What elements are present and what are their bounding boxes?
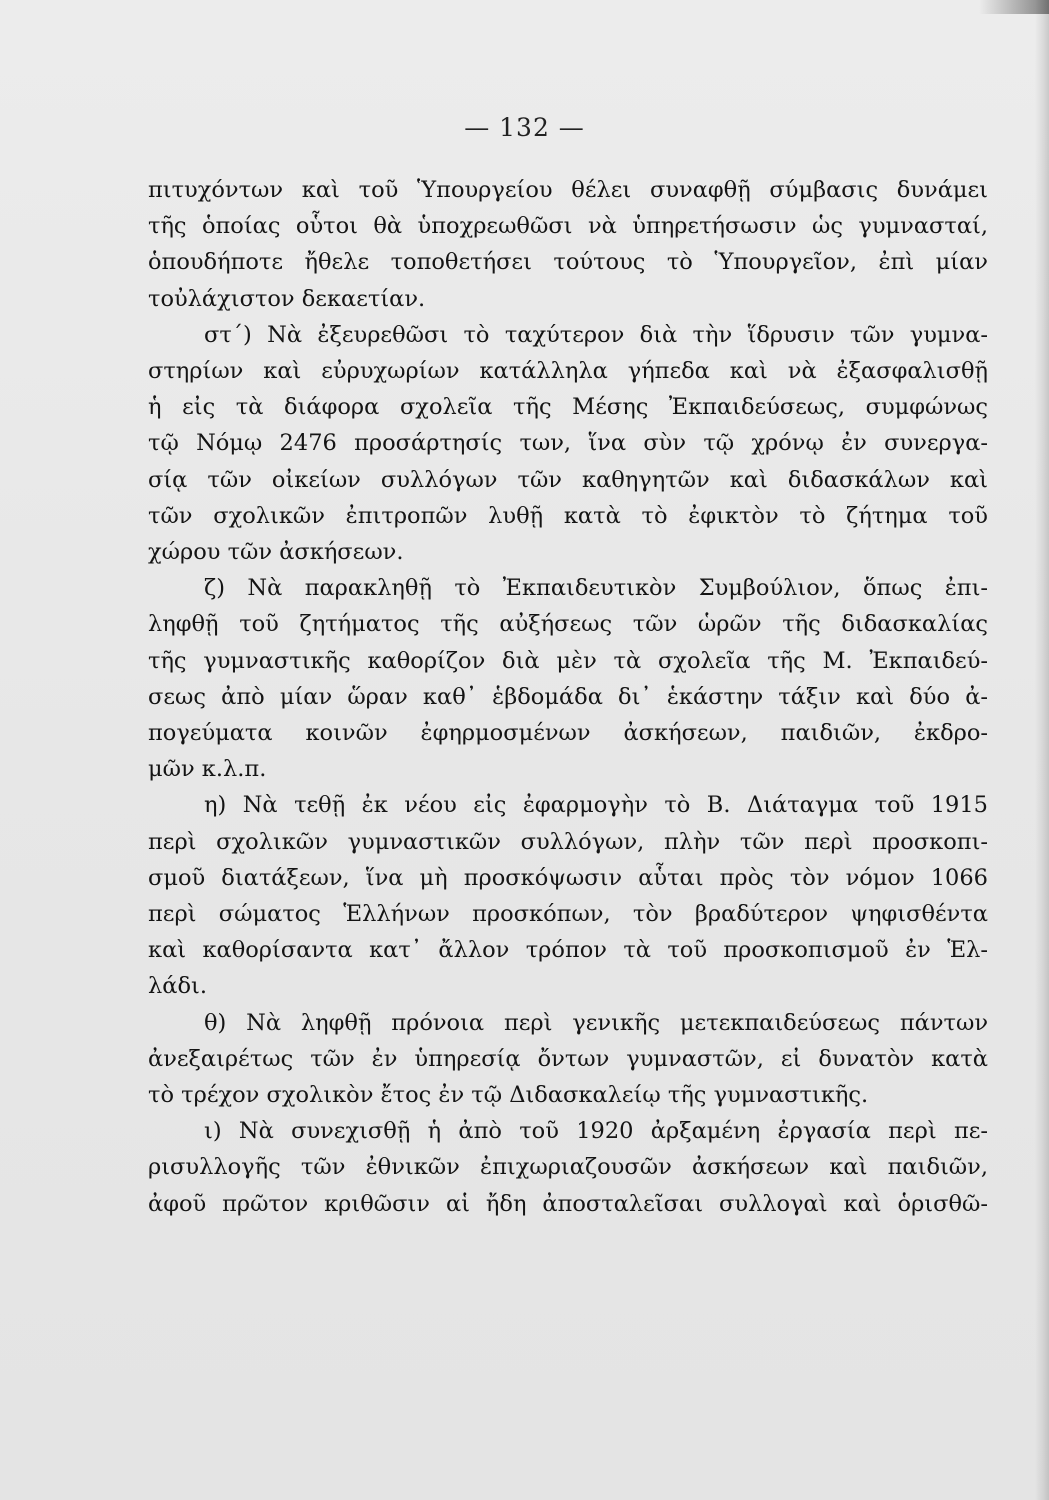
text-line: τῆς ὁποίας οὗτοι θὰ ὑποχρεωθῶσι νὰ ὑπηρετήσωσιν ὡς γυμνασταί, [148, 213, 988, 240]
text-line: τῷ Νόμῳ 2476 προσάρτησίς των, ἵνα σὺν τῷ χρόνῳ ἐν συνεργα- [148, 430, 988, 457]
text-line: τὸ τρέχον σχολικὸν ἔτος ἐν τῷ Διδασκαλείῳ τῆς γυμναστικῆς. [148, 1082, 869, 1109]
text-line: ὁπουδήποτε ἤθελε τοποθετήσει τούτους τὸ Ὑπουργεῖον, ἐπὶ μίαν [148, 249, 988, 276]
page-number: — 132 — [464, 113, 585, 142]
page-edge-shadow [1035, 0, 1049, 1500]
text-line: μῶν κ.λ.π. [148, 756, 267, 783]
text-line: τῶν σχολικῶν ἐπιτροπῶν λυθῇ κατὰ τὸ ἐφικτὸν τὸ ζήτημα τοῦ [148, 502, 988, 529]
text-line: στ΄) Νὰ ἐξευρεθῶσι τὸ ταχύτερον διὰ τὴν ἵδρυσιν τῶν γυμνα- [204, 321, 988, 348]
text-line: περὶ σώματος Ἑλλήνων προσκόπων, τὸν βραδύτερον ψηφισθέντα [148, 901, 988, 928]
text-line: η) Νὰ τεθῇ ἐκ νέου εἰς ἐφαρμογὴν τὸ Β. Διάταγμα τοῦ 1915 [204, 792, 988, 819]
body-text [148, 172, 988, 1222]
scan-corner-mark [979, 0, 1049, 14]
text-line: τοὐλάχιστον δεκαετίαν. [148, 285, 426, 312]
text-line: λάδι. [148, 973, 207, 1000]
text-line: ληφθῇ τοῦ ζητήματος τῆς αὐξήσεως τῶν ὡρῶν τῆς διδασκαλίας [148, 611, 988, 638]
text-line: σίᾳ τῶν οἰκείων συλλόγων τῶν καθηγητῶν καὶ διδασκάλων καὶ [148, 466, 988, 493]
text-line: ρισυλλογῆς τῶν ἐθνικῶν ἐπιχωριαζουσῶν ἀσκήσεων καὶ παιδιῶν, [148, 1154, 988, 1181]
text-line: χώρου τῶν ἀσκήσεων. [148, 539, 404, 566]
text-line: τῆς γυμναστικῆς καθορίζον διὰ μὲν τὰ σχολεῖα τῆς Μ. Ἐκπαιδεύ- [148, 647, 988, 674]
text-line: ζ) Νὰ παρακληθῇ τὸ Ἐκπαιδευτικὸν Συμβούλιον, ὅπως ἐπι- [204, 575, 988, 602]
text-line: πογεύματα κοινῶν ἐφηρμοσμένων ἀσκήσεων, παιδιῶν, ἐκδρο- [148, 720, 988, 747]
text-line: ἡ εἰς τὰ διάφορα σχολεῖα τῆς Μέσης Ἐκπαιδεύσεως, συμφώνως [148, 394, 988, 421]
text-line: σεως ἀπὸ μίαν ὥραν καθ᾽ ἑβδομάδα δι᾽ ἑκάστην τάξιν καὶ δύο ἀ- [148, 683, 988, 710]
text-line: θ) Νὰ ληφθῇ πρόνοια περὶ γενικῆς μετεκπαιδεύσεως πάντων [204, 1009, 988, 1036]
text-line: ἀνεξαιρέτως τῶν ἐν ὑπηρεσίᾳ ὄντων γυμναστῶν, εἰ δυνατὸν κατὰ [148, 1045, 988, 1072]
text-line: σμοῦ διατάξεων, ἵνα μὴ προσκόψωσιν αὗται πρὸς τὸν νόμον 1066 [148, 864, 988, 891]
text-line: πιτυχόντων καὶ τοῦ Ὑπουργείου θέλει συναφθῇ σύμβασις δυνάμει [148, 177, 988, 203]
text-line: ι) Νὰ συνεχισθῇ ἡ ἀπὸ τοῦ 1920 ἀρξαμένη ἐργασία περὶ πε- [204, 1118, 988, 1145]
text-line: ἀφοῦ πρῶτον κριθῶσιν αἱ ἤδη ἀποσταλεῖσαι συλλογαὶ καὶ ὁρισθῶ- [148, 1190, 988, 1217]
text-line: στηρίων καὶ εὐρυχωρίων κατάλληλα γήπεδα καὶ νὰ ἐξασφαλισθῇ [148, 358, 988, 385]
text-line: καὶ καθορίσαντα κατ᾽ ἄλλον τρόπον τὰ τοῦ προσκοπισμοῦ ἐν Ἑλ- [148, 937, 988, 964]
text-line: περὶ σχολικῶν γυμναστικῶν συλλόγων, πλὴν τῶν περὶ προσκοπι- [148, 828, 988, 855]
